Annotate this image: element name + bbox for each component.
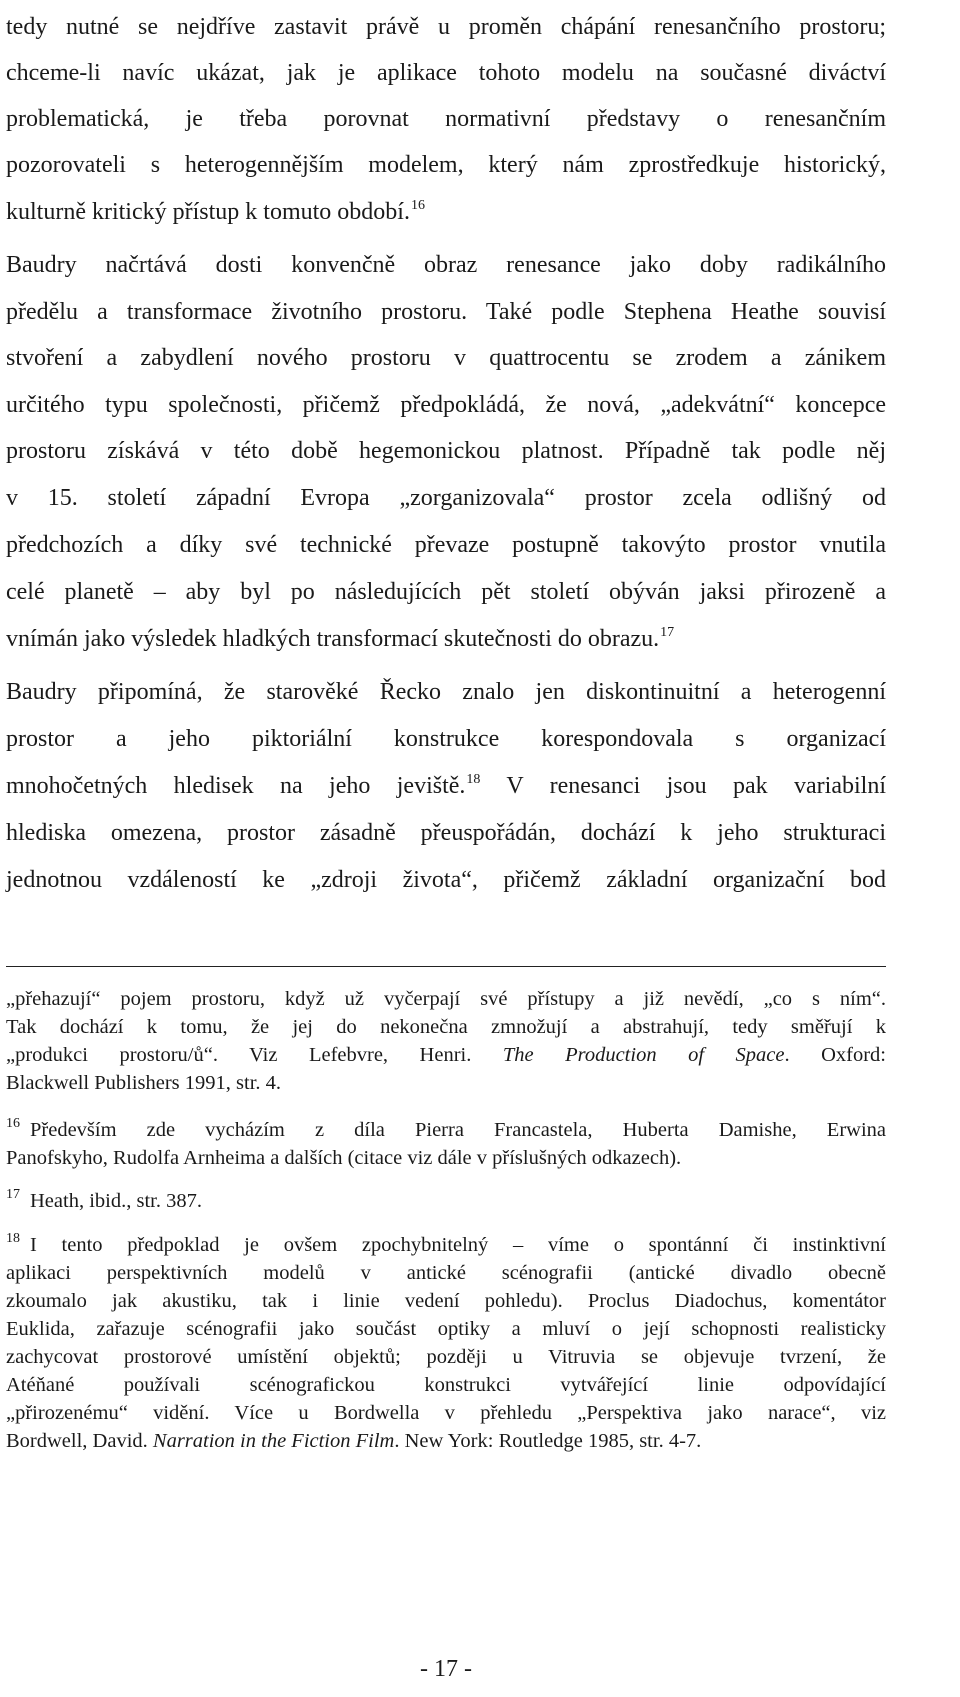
body-line: tedy nutné se nejdříve zastavit právě u proměn chápání renesančního prostoru;	[6, 14, 886, 40]
body-line	[6, 197, 886, 231]
body-line: prostor a jeho piktoriální konstrukce korespondovala s organizací	[6, 726, 886, 752]
footnote-reference[interactable]: 17	[660, 625, 675, 640]
footnote-line: zkoumalo jak akustiku, tak i linie vedení pohledu). Proclus Diadochus, komentátor	[6, 1290, 886, 1312]
body-line: určitého typu společnosti, přičemž předpokládá, že nová, „adekvátní“ koncepce	[6, 392, 886, 418]
footnote-line	[6, 1042, 886, 1068]
body-line: v 15. století západní Evropa „zorganizovala“ prostor zcela odlišný od	[6, 485, 886, 511]
footnote-line: „přehazují“ pojem prostoru, když už vyčerpají své přístupy a již nevědí, „co s ním“.	[6, 988, 886, 1010]
body-line: jednotnou vzdáleností ke „zdroji života“, přičemž základní organizační bod	[6, 867, 886, 893]
footnote-line: Tak dochází k tomu, že jej do nekonečna zmnožují a abstrahují, tedy směřují k	[6, 1016, 886, 1038]
body-line-text: vnímán jako výsledek hladkých transformací skutečnosti do obrazu.	[6, 626, 660, 652]
body-line-text: mnohočetných hledisek na jeho jeviště.	[6, 773, 466, 799]
footnote-text: . New York: Routledge 1985, str. 4-7.	[394, 1430, 702, 1452]
footnote-text: Heath, ibid., str. 387.	[30, 1190, 202, 1212]
footnote-line: Blackwell Publishers 1991, str. 4.	[6, 1072, 282, 1094]
footnote-mark: 16	[6, 1116, 20, 1131]
footnote-separator	[6, 966, 886, 967]
body-line: hlediska omezena, prostor zásadně přeuspořádán, dochází k jeho strukturaci	[6, 820, 886, 846]
footnote-text: Především zde vycházím z díla Pierra Francastela, Huberta Damishe, Erwina	[30, 1119, 886, 1141]
body-line: stvoření a zabydlení nového prostoru v quattrocentu se zrodem a zánikem	[6, 345, 886, 371]
body-line: chceme-li navíc ukázat, jak je aplikace tohoto modelu na současné diváctví	[6, 60, 886, 86]
page-number: - 17 -	[420, 1656, 472, 1682]
body-line: předělu a transformace životního prostoru. Také podle Stephena Heathe souvisí	[6, 299, 886, 325]
body-line-text: V renesanci jsou pak variabilní	[480, 773, 886, 799]
footnote-text: Bordwell, David.	[6, 1430, 153, 1452]
footnote-line: Euklida, zařazuje scénografii jako součást optiky a mluví o její schopnosti realisticky	[6, 1318, 886, 1340]
footnote-text: „produkci prostoru/ů“. Viz Lefebvre, Henri.	[6, 1044, 503, 1066]
footnote-line: zachycovat prostorové umístění objektů; později u Vitruvia se objevuje tvrzení, že	[6, 1346, 886, 1368]
book-title: The Production of Space	[502, 1044, 785, 1066]
footnote-16	[6, 1117, 886, 1146]
body-line	[6, 624, 886, 658]
footnote-line	[6, 1428, 886, 1454]
footnote-18	[6, 1232, 886, 1261]
footnote-reference[interactable]: 16	[410, 198, 425, 213]
footnote-mark: 18	[6, 1231, 20, 1246]
footnote-line: Atéňané používali scénografickou konstrukci vytvářející linie odpovídající	[6, 1374, 886, 1396]
body-line: předchozích a díky své technické převaze postupně takovýto prostor vnutila	[6, 532, 886, 558]
body-line: prostoru získává v této době hegemonickou platnost. Případně tak podle něj	[6, 438, 886, 464]
footnote-text: . Oxford:	[784, 1044, 886, 1066]
footnote-text: I tento předpoklad je ovšem zpochybnitelný – víme o spontánní či instinktivní	[30, 1234, 886, 1256]
body-line: Baudry načrtává dosti konvenčně obraz renesance jako doby radikálního	[6, 252, 886, 278]
footnote-reference[interactable]: 18	[466, 772, 481, 787]
footnote-line: Panofskyho, Rudolfa Arnheima a dalších (citace viz dále v příslušných odkazech).	[6, 1147, 682, 1169]
body-line: celé planetě – aby byl po následujících pět století obýván jaksi přirozeně a	[6, 579, 886, 605]
footnote-mark: 17	[6, 1187, 20, 1202]
body-line	[6, 771, 886, 805]
book-title: Narration in the Fiction Film	[152, 1430, 395, 1452]
footnote-17	[6, 1188, 886, 1217]
body-line: Baudry připomíná, že starověké Řecko znalo jen diskontinuitní a heterogenní	[6, 679, 886, 705]
body-line-text: kulturně kritický přístup k tomuto období.	[6, 199, 410, 225]
footnote-line: „přirozenému“ vidění. Více u Bordwella v přehledu „Perspektiva jako narace“, viz	[6, 1402, 886, 1424]
body-line: problematická, je třeba porovnat normativní představy o renesančním	[6, 106, 886, 132]
body-line: pozorovateli s heterogennějším modelem, který nám zprostředkuje historický,	[6, 152, 886, 178]
footnote-line: aplikaci perspektivních modelů v antické scénografii (antické divadlo obecně	[6, 1262, 886, 1284]
